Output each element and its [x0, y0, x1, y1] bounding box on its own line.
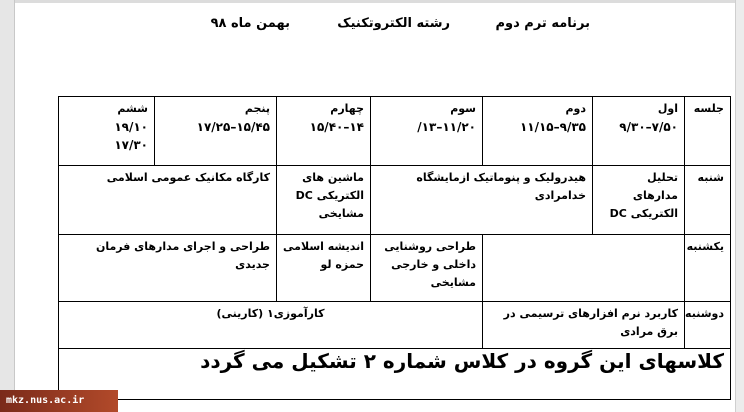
cell-sun-s3: طراحی روشنایی داخلی و خارجی مشایخی	[371, 235, 483, 302]
session-label: دوم	[565, 102, 586, 115]
cell-sun-s4: اندیشه اسلامی حمزه لو	[277, 235, 371, 302]
page-header	[180, 16, 590, 40]
window-top-edge	[14, 0, 736, 3]
session-label: اول	[657, 102, 678, 115]
table-note-row	[59, 349, 731, 400]
program-title: برنامه ترم دوم	[495, 16, 590, 31]
cell-mon-s1: کاربرد نرم افزارهای ترسیمی در برق مرادی	[483, 302, 685, 349]
classroom-note: کلاسهای این گروه در کلاس شماره ۲ تشکیل می گردد	[59, 349, 731, 400]
day-column-header: جلسه	[685, 97, 731, 166]
day-saturday: شنبه	[685, 166, 731, 235]
cell-sat-s2-3: هیدرولیک و پنوماتیک ازمایشگاه خدامرادی	[371, 166, 593, 235]
right-scrollbar[interactable]	[735, 0, 744, 412]
session-label: چهارم	[330, 102, 364, 115]
session-6-header	[59, 97, 155, 166]
session-2-header	[483, 97, 593, 166]
session-1-header	[593, 97, 685, 166]
cell-sun-s5-6: طراحی و اجرای مدارهای فرمان جدیدی	[59, 235, 277, 302]
session-time: ۱۱/۲۰–۱۳/	[417, 120, 476, 134]
table-row-saturday	[59, 166, 731, 235]
session-label: پنجم	[244, 102, 270, 115]
field-title: رشته الکتروتکنیک	[337, 16, 450, 31]
cell-sun-s1-2	[483, 235, 685, 302]
table-row-sunday	[59, 235, 731, 302]
session-time: ۱۴–۱۵/۴۰	[309, 120, 364, 134]
session-time: ۹/۳۵–۱۱/۱۵	[519, 120, 586, 134]
session-time: ۷/۵۰–۹/۳۰	[619, 120, 678, 134]
day-monday: دوشنبه	[685, 302, 731, 349]
cell-sat-s4: ماشین های الکتریکی DC مشایخی	[277, 166, 371, 235]
session-time: ۱۵/۴۵–۱۷/۲۵	[196, 120, 270, 134]
session-time: ۱۹/۱۰	[114, 120, 148, 134]
session-4-header	[277, 97, 371, 166]
session-5-header	[155, 97, 277, 166]
left-frame	[0, 0, 15, 412]
session-3-header	[371, 97, 483, 166]
session-time-2: ۱۷/۳۰	[114, 138, 148, 152]
day-sunday: یکشنبه	[685, 235, 731, 302]
table-row-monday	[59, 302, 731, 349]
session-label: سوم	[450, 102, 476, 115]
date-title: بهمن ماه ۹۸	[210, 16, 290, 31]
cell-sat-s5-6: کارگاه مکانیک عمومی اسلامی	[59, 166, 277, 235]
table-header-row	[59, 97, 731, 166]
cell-sat-s1: تحلیل مدارهای الکتریکی DC	[593, 166, 685, 235]
session-label: ششم	[117, 102, 148, 115]
schedule-table	[58, 96, 731, 400]
site-watermark: mkz.nus.ac.ir	[0, 390, 118, 412]
cell-mon-s2-6: کارآموزی۱ (کارینی)	[59, 302, 483, 349]
